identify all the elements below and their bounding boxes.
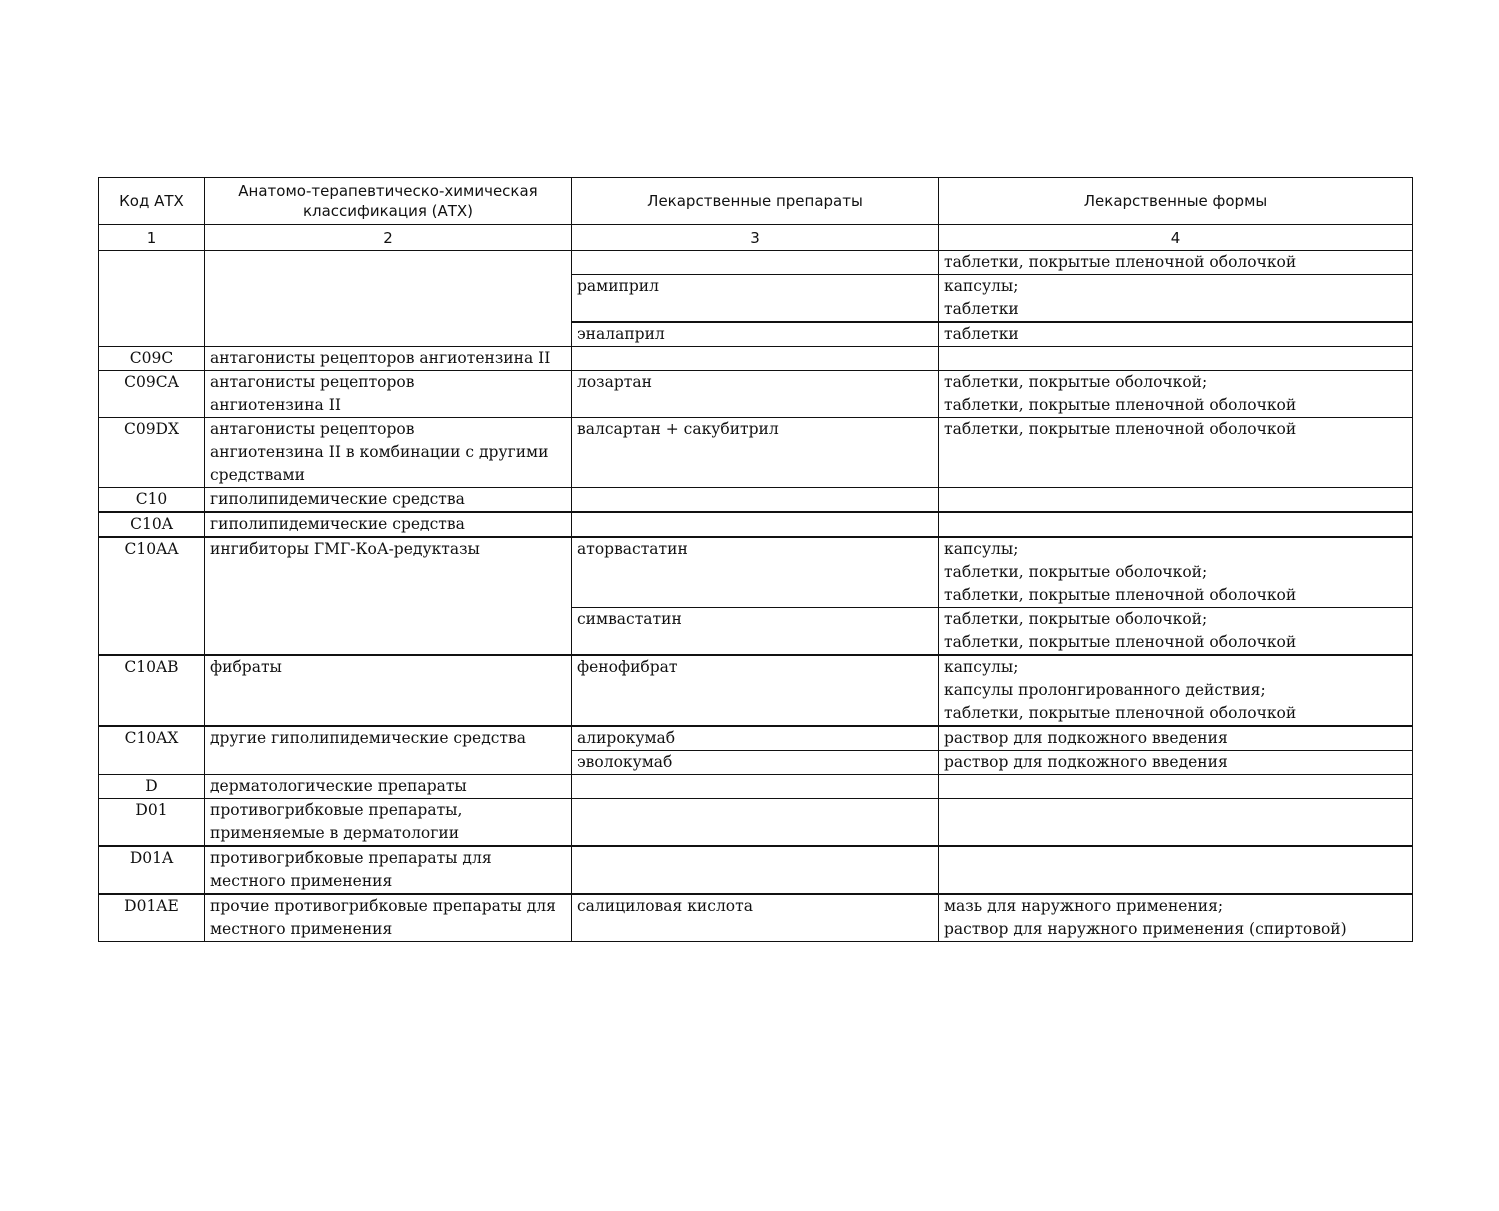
- table-row: [99, 371, 1413, 418]
- atc-code-cell: [99, 726, 205, 775]
- drug-name: алирокумаб: [577, 729, 676, 747]
- form-line: раствор для подкожного введения: [944, 753, 1228, 771]
- table-row: [99, 775, 1413, 799]
- atc-code: C09C: [129, 349, 174, 367]
- table-row: [99, 799, 1413, 847]
- atc-name-line: другие гиполипидемические средства: [210, 729, 526, 747]
- atc-name-cell: [205, 775, 572, 799]
- drug-cell: [572, 775, 939, 799]
- atc-drug-table: [98, 177, 1413, 942]
- atc-code-cell: [99, 537, 205, 655]
- atc-code: D01AE: [124, 897, 179, 915]
- drug-cell: [572, 418, 939, 488]
- table-row: [99, 347, 1413, 371]
- forms-cell: [939, 275, 1413, 323]
- drug-cell: [572, 608, 939, 656]
- drug-cell: [572, 251, 939, 275]
- atc-name-line: гиполипидемические средства: [210, 490, 465, 508]
- drug-name: аторвастатин: [577, 540, 688, 558]
- drug-name: фенофибрат: [577, 658, 678, 676]
- form-line: таблетки, покрытые пленочной оболочкой: [944, 704, 1297, 722]
- atc-code: D01: [135, 801, 168, 819]
- form-line: мазь для наружного применения;: [944, 897, 1224, 915]
- forms-cell: [939, 371, 1413, 418]
- atc-name-cell: [205, 418, 572, 488]
- atc-code-cell: [99, 512, 205, 537]
- forms-cell: [939, 251, 1413, 275]
- drug-cell: [572, 322, 939, 347]
- drug-name: лозартан: [577, 373, 652, 391]
- drug-cell: [572, 275, 939, 323]
- atc-name-cell: [205, 846, 572, 894]
- atc-code-cell: [99, 846, 205, 894]
- column-number: 3: [572, 225, 939, 251]
- form-line: капсулы;: [944, 540, 1019, 558]
- forms-cell: [939, 775, 1413, 799]
- atc-name-cell: [205, 894, 572, 942]
- atc-name-cell: [205, 488, 572, 513]
- table-row: [99, 726, 1413, 751]
- atc-name-cell: [205, 347, 572, 371]
- atc-code-cell: [99, 371, 205, 418]
- form-line: капсулы;: [944, 277, 1019, 295]
- header-row: [99, 178, 1413, 225]
- atc-code: C09DX: [123, 420, 180, 438]
- atc-name-line: гиполипидемические средства: [210, 515, 465, 533]
- table-row: [99, 894, 1413, 942]
- table-row: [99, 846, 1413, 894]
- atc-name-line: ингибиторы ГМГ-КоА-редуктазы: [210, 540, 480, 558]
- forms-cell: [939, 322, 1413, 347]
- forms-cell: [939, 537, 1413, 608]
- atc-name-line: средствами: [210, 466, 305, 484]
- form-line: таблетки: [944, 325, 1019, 343]
- forms-cell: [939, 894, 1413, 942]
- atc-code: C10AX: [124, 729, 179, 747]
- drug-cell: [572, 726, 939, 751]
- atc-name-line: прочие противогрибковые препараты для: [210, 897, 556, 915]
- table-row: [99, 418, 1413, 488]
- forms-cell: [939, 347, 1413, 371]
- forms-cell: [939, 751, 1413, 775]
- form-line: капсулы пролонгированного действия;: [944, 681, 1266, 699]
- atc-code-cell: [99, 488, 205, 513]
- atc-code-cell: [99, 799, 205, 847]
- atc-code: C10AB: [124, 658, 179, 676]
- forms-cell: [939, 512, 1413, 537]
- form-line: таблетки, покрытые пленочной оболочкой: [944, 420, 1297, 438]
- atc-name-cell: [205, 251, 572, 347]
- forms-cell: [939, 488, 1413, 513]
- atc-name-line: противогрибковые препараты,: [210, 801, 463, 819]
- atc-code-cell: [99, 775, 205, 799]
- drug-cell: [572, 512, 939, 537]
- table-row: [99, 251, 1413, 275]
- forms-cell: [939, 608, 1413, 656]
- form-line: таблетки: [944, 300, 1019, 318]
- column-number: 1: [99, 225, 205, 251]
- atc-name-line: применяемые в дерматологии: [210, 824, 460, 842]
- drug-cell: [572, 751, 939, 775]
- atc-name-cell: [205, 512, 572, 537]
- form-line: раствор для подкожного введения: [944, 729, 1228, 747]
- form-line: таблетки, покрытые пленочной оболочкой: [944, 586, 1297, 604]
- drug-cell: [572, 347, 939, 371]
- header-atc: Анатомо-терапевтическо-химическая классификация (АТХ): [205, 178, 572, 225]
- header-drugs: Лекарственные препараты: [572, 178, 939, 225]
- column-number: 4: [939, 225, 1413, 251]
- atc-name-line: антагонисты рецепторов: [210, 373, 415, 391]
- drug-name: валсартан + сакубитрил: [577, 420, 779, 438]
- atc-name-line: антагонисты рецепторов: [210, 420, 415, 438]
- atc-code-cell: [99, 251, 205, 347]
- header-code: Код АТХ: [99, 178, 205, 225]
- column-number: 2: [205, 225, 572, 251]
- drug-cell: [572, 488, 939, 513]
- atc-code: C10AA: [124, 540, 179, 558]
- form-line: таблетки, покрытые пленочной оболочкой: [944, 633, 1297, 651]
- drug-cell: [572, 537, 939, 608]
- form-line: таблетки, покрытые оболочкой;: [944, 373, 1208, 391]
- drug-cell: [572, 655, 939, 726]
- forms-cell: [939, 726, 1413, 751]
- atc-name-line: антагонисты рецепторов ангиотензина II: [210, 349, 551, 367]
- drug-cell: [572, 894, 939, 942]
- drug-cell: [572, 846, 939, 894]
- atc-name-cell: [205, 537, 572, 655]
- form-line: таблетки, покрытые пленочной оболочкой: [944, 396, 1297, 414]
- forms-cell: [939, 655, 1413, 726]
- atc-name-line: противогрибковые препараты для: [210, 849, 492, 867]
- table-row: [99, 512, 1413, 537]
- atc-code: C09CA: [124, 373, 179, 391]
- table-row: [99, 488, 1413, 513]
- atc-name-line: ангиотензина II в комбинации с другими: [210, 443, 549, 461]
- atc-name-line: местного применения: [210, 872, 393, 890]
- atc-name-line: дерматологические препараты: [210, 777, 467, 795]
- table-header: [99, 178, 1413, 251]
- drug-name: эналаприл: [577, 325, 665, 343]
- form-line: капсулы;: [944, 658, 1019, 676]
- header-forms: Лекарственные формы: [939, 178, 1413, 225]
- drug-cell: [572, 799, 939, 847]
- atc-name-line: местного применения: [210, 920, 393, 938]
- atc-code-cell: [99, 418, 205, 488]
- form-line: таблетки, покрытые пленочной оболочкой: [944, 253, 1297, 271]
- drug-name: эволокумаб: [577, 753, 673, 771]
- drug-name: симвастатин: [577, 610, 682, 628]
- forms-cell: [939, 799, 1413, 847]
- forms-cell: [939, 418, 1413, 488]
- forms-cell: [939, 846, 1413, 894]
- table-row: [99, 655, 1413, 726]
- atc-code-cell: [99, 347, 205, 371]
- drug-cell: [572, 371, 939, 418]
- atc-code-cell: [99, 894, 205, 942]
- atc-code-cell: [99, 655, 205, 726]
- atc-code: D: [145, 777, 158, 795]
- atc-name-cell: [205, 726, 572, 775]
- form-line: таблетки, покрытые оболочкой;: [944, 610, 1208, 628]
- drug-name: салициловая кислота: [577, 897, 753, 915]
- atc-name-cell: [205, 371, 572, 418]
- drug-name: рамиприл: [577, 277, 659, 295]
- atc-name-cell: [205, 655, 572, 726]
- column-number-row: [99, 225, 1413, 251]
- table-row: [99, 537, 1413, 608]
- atc-code: D01A: [129, 849, 174, 867]
- atc-code: C10A: [130, 515, 173, 533]
- atc-name-line: фибраты: [210, 658, 282, 676]
- atc-name-cell: [205, 799, 572, 847]
- form-line: таблетки, покрытые оболочкой;: [944, 563, 1208, 581]
- form-line: раствор для наружного применения (спиртовой): [944, 920, 1347, 938]
- atc-code: C10: [135, 490, 168, 508]
- atc-name-line: ангиотензина II: [210, 396, 341, 414]
- table-body: [99, 251, 1413, 942]
